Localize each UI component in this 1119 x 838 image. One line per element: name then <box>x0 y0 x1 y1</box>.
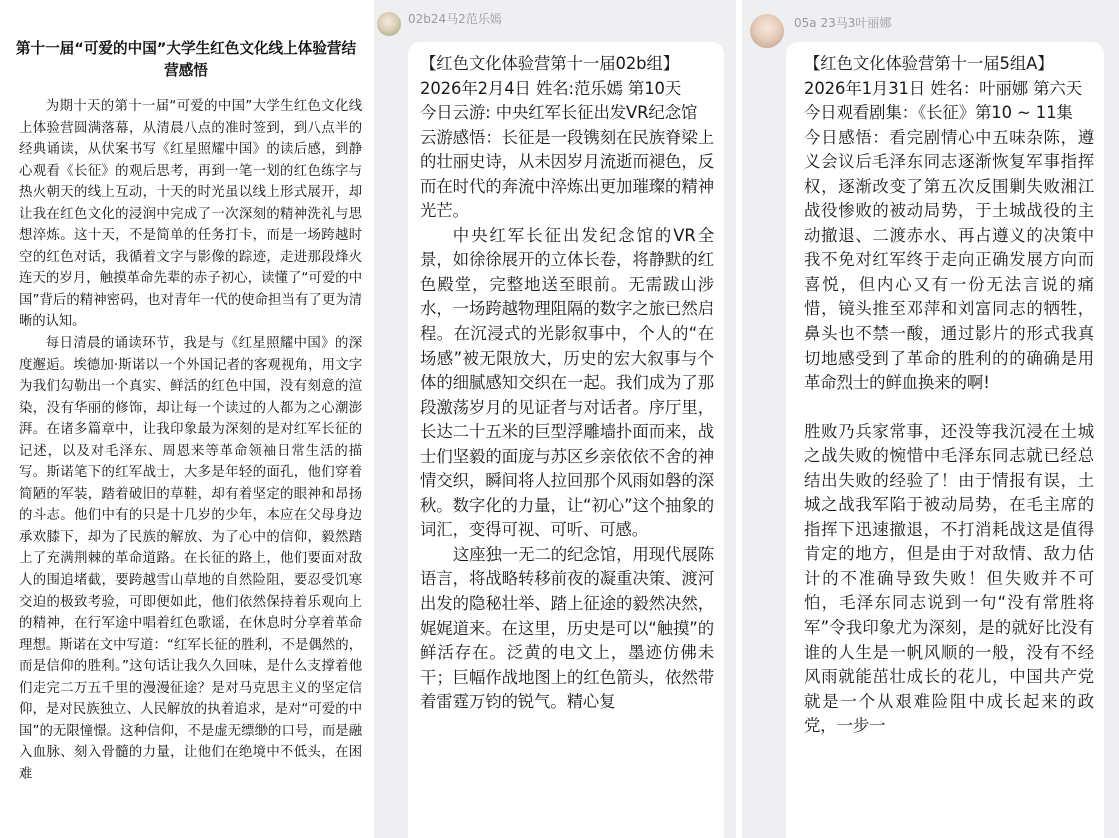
document-body <box>19 96 362 786</box>
message-bubble[interactable] <box>408 42 724 838</box>
message-line: 这座独一无二的纪念馆，用现代展陈语言，将战略转移前夜的凝重决策、渡河出发的隐秘壮举、踏上征途的毅然决然，娓娓道来。在这里，历史是可以“触摸”的鲜活存在。泛黄的电文上，墨迹仿佛未干；巨幅作战地图上的红色箭头，依然带着雷霆万钧的锐气。精心复 <box>420 544 714 712</box>
message-line: 胜败乃兵家常事，还没等我沉浸在土城之战失败的惋惜中毛泽东同志就已经总结出失败的经验了！由于情报有误，土城之战我军陷于被动局势，在毛主席的指挥下迅速撤退，不打消耗战这是值得肯定的地方，但是由于对敌情、敌力估计的不准确导致失败！但失败并不可怕，毛泽东同志说到一句“没有常胜将军”令我印象尤为深刻，是的就好比没有谁的人生是一帆风顺的一般，没有不经风雨就能茁壮成长的花儿，中国共产党就是一个从艰难险阻中成长起来的政党，一步一 <box>804 421 1094 736</box>
message-line: 云游感悟：长征是一段镌刻在民族脊梁上的壮丽史诗，从未因岁月流逝而褪色，反而在时代的奔流中淬炼出更加璀璨的精神光芒。 <box>420 127 714 221</box>
blank-line <box>804 396 1094 420</box>
avatar[interactable] <box>377 12 401 36</box>
avatar[interactable] <box>750 14 784 48</box>
message-bubble[interactable] <box>786 42 1104 838</box>
chat-panel-yelina <box>742 0 1119 838</box>
document-paragraph: 为期十天的第十一届“可爱的中国”大学生红色文化线上体验营圆满落幕，从清晨八点的准时签到，到八点半的经典诵读，从伏案书写《红星照耀中国》的读后感，到静心观看《长征》的观后思考，再到一笔一划的红色练字与热火朝天的线上互动，十天的时光虽以线上形式展开，却让我在红色文化的浸润中完成了一次深刻的精神洗礼与思想淬炼。这十天，不是简单的任务打卡，而是一场跨越时空的红色对话，我循着文字与影像的踪迹，走进那段烽火连天的岁月，触摸革命先辈的赤子初心，读懂了“可爱的中国”背后的精神密码，也对青年一代的使命担当有了更为清晰的认知。 <box>19 99 362 330</box>
message-line: 2026年1月31日 姓名：叶丽娜 第六天 <box>804 78 1083 98</box>
message-line: 今日感悟：看完剧情心中五味杂陈，遵义会议后毛泽东同志逐渐恢复军事指挥权，逐渐改变了第五次反围剿失败湘江战役惨败的被动局势，于土城战役的主动撤退、二渡赤水、再占遵义的决策中我不免对红军终于走向正确发展方向而喜悦，但内心又有一份无法言说的痛惜，镜头推至邓萍和刘富同志的牺牲，鼻头也不禁一酸，通过影片的形式我真切地感受到了革命的胜利的的确确是用革命烈士的鲜血换来的啊! <box>804 127 1094 393</box>
chat-panel-fanleyan <box>374 0 736 838</box>
document-paragraph: 每日清晨的诵读环节，我是与《红星照耀中国》的深度邂逅。埃德加·斯诺以一个外国记者的客观视角，用文字为我们勾勒出一个真实、鲜活的红色中国，没有刻意的渲染，没有华丽的修饰，却让每一个读过的人都为之心潮澎湃。在诸多篇章中，让我印象最为深刻的是对红军长征的记述，以及对毛泽东、周恩来等革命领袖日常生活的描写。斯诺笔下的红军战士，大多是年轻的面孔，他们穿着简陋的军装，踏着破旧的草鞋，却有着坚定的眼神和昂扬的斗志。他们中有的只是十几岁的少年，本应在父母身边承欢膝下，却为了民族的解放、为了心中的信仰，毅然踏上了充满荆棘的革命道路。在长征的路上，他们要面对敌人的围追堵截，要跨越雪山草地的自然险阻，要忍受饥寒交迫的极致考验，可即便如此，他们依然保持着乐观向上的精神，在行军途中唱着红色歌谣，在休息时分享着革命理想。斯诺在文中写道：“红军长征的胜利，不是偶然的，而是信仰的胜利。”这句话让我久久回味，是什么支撑着他们走完二万五千里的漫漫征途？是对马克思主义的坚定信仰，是对民族独立、人民解放的执着追求，是对“可爱的中国”的无限憧憬。这种信仰，不是虚无缥缈的口号，而是融入血脉、刻入骨髓的力量，让他们在绝境中不低头，在困难 <box>19 336 362 782</box>
document-panel <box>0 0 372 838</box>
sender-name: 02b24马2范乐嫣 <box>408 12 502 26</box>
message-line: 【红色文化体验营第十一届5组A】 <box>804 54 1054 73</box>
message-text <box>420 52 714 715</box>
message-line: 2026年2月4日 姓名:范乐嫣 第10天 <box>420 78 682 98</box>
message-line: 中央红军长征出发纪念馆的VR全景，如徐徐展开的立体长卷，将静默的红色殿堂，完整地送至眼前。无需跋山涉水，一场跨越物理阻隔的数字之旅已然启程。在沉浸式的光影叙事中，个人的“在场感”被无限放大，历史的宏大叙事与个体的细腻感知交织在一起。我们成为了那段激荡岁月的见证者与对话者。序厅里，长达二十五米的巨型浮雕墙扑面而来，战士们坚毅的面庞与苏区乡亲依依不舍的神情交织，瞬间将人拉回那个风雨如磐的深秋。数字化的力量，让“初心”这个抽象的词汇，变得可视、可听、可感。 <box>420 225 714 540</box>
message-line: 【红色文化体验营第十一届02b组】 <box>420 54 680 73</box>
message-text <box>804 52 1094 739</box>
sender-name: 05a 23马3叶丽娜 <box>794 16 892 30</box>
document-title: 第十一届“可爱的中国”大学生红色文化线上体验营结营感悟 <box>15 40 357 79</box>
message-line: 今日观看剧集：《长征》第10 ~ 11集 <box>804 103 1073 123</box>
message-line: 今日云游: 中央红军长征出发VR纪念馆 <box>420 103 698 123</box>
